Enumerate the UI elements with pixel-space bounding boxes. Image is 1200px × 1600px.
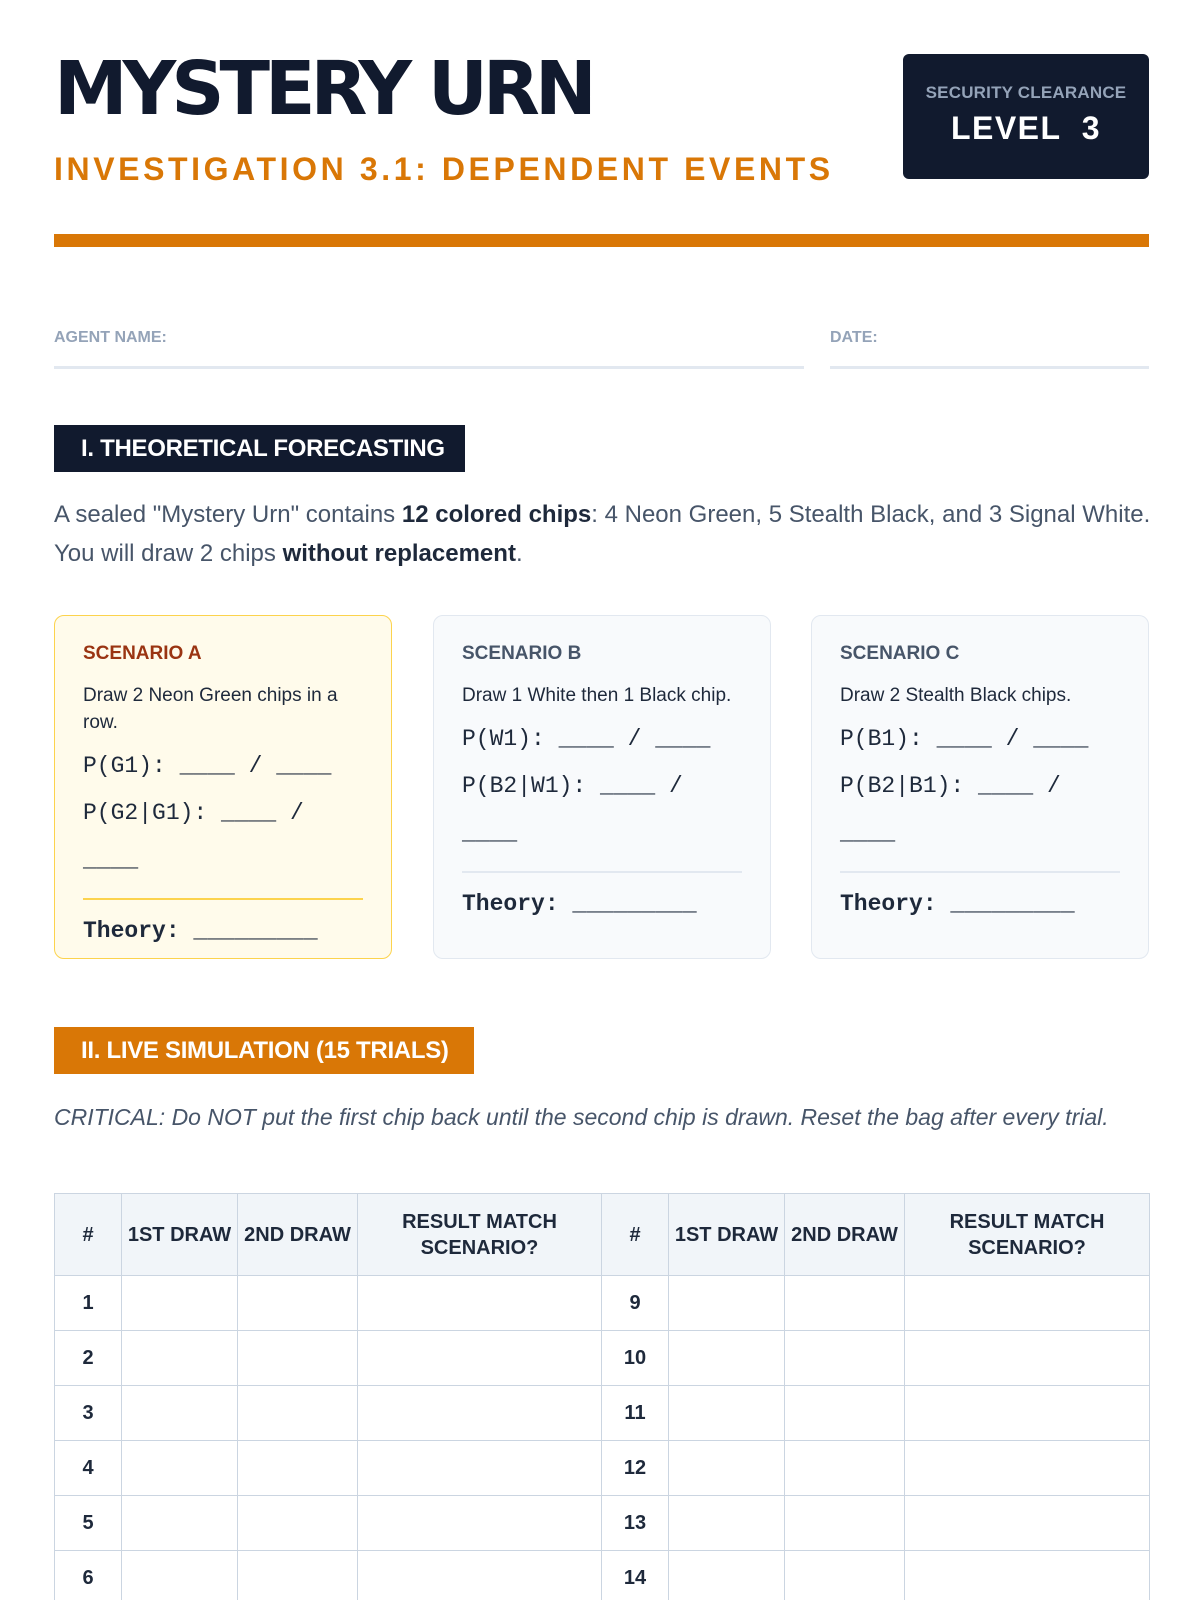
probability-second-draw[interactable]: P(B2|W1): ____ / ____	[462, 773, 683, 846]
column-header-number: #	[602, 1194, 669, 1276]
trial-number: 10	[602, 1331, 669, 1386]
table-row	[55, 1551, 1150, 1600]
card-divider	[462, 871, 742, 873]
first-draw-cell[interactable]	[669, 1441, 785, 1496]
scenario-description: Draw 1 White then 1 Black chip.	[462, 685, 732, 706]
intro-emphasis-chips: 12 colored chips	[401, 501, 592, 528]
second-draw-cell[interactable]	[238, 1441, 358, 1496]
trial-number: 4	[55, 1441, 122, 1496]
result-match-cell[interactable]	[905, 1331, 1150, 1386]
result-match-cell[interactable]	[358, 1331, 602, 1386]
section-heading-theoretical: I. THEORETICAL FORECASTING	[54, 425, 465, 472]
second-draw-cell[interactable]	[238, 1551, 358, 1600]
column-header-second-draw: 2ND DRAW	[238, 1194, 358, 1276]
second-draw-cell[interactable]	[785, 1276, 905, 1331]
trial-number: 6	[55, 1551, 122, 1600]
result-match-cell[interactable]	[905, 1386, 1150, 1441]
trial-number: 11	[602, 1386, 669, 1441]
header-divider	[54, 234, 1149, 247]
theory-answer[interactable]: Theory: _________	[840, 890, 1075, 917]
column-header-result-match: RESULT MATCH SCENARIO?	[358, 1194, 602, 1276]
second-draw-cell[interactable]	[785, 1386, 905, 1441]
scenario-title: SCENARIO A	[83, 643, 202, 664]
critical-instruction: CRITICAL: Do NOT put the first chip back until the second chip is drawn. Reset the bag after every trial.	[54, 1104, 1109, 1130]
table-row	[55, 1331, 1150, 1386]
first-draw-cell[interactable]	[669, 1331, 785, 1386]
result-match-cell[interactable]	[905, 1441, 1150, 1496]
first-draw-cell[interactable]	[669, 1276, 785, 1331]
first-draw-cell[interactable]	[122, 1386, 238, 1441]
trials-table	[54, 1193, 1150, 1600]
badge-label: SECURITY CLEARANCE	[925, 83, 1127, 102]
probability-first-draw[interactable]: P(W1): ____ / ____	[462, 726, 711, 752]
column-header-number: #	[55, 1194, 122, 1276]
scenario-title: SCENARIO C	[840, 643, 960, 664]
column-header-second-draw: 2ND DRAW	[785, 1194, 905, 1276]
trial-number: 1	[55, 1276, 122, 1331]
date-label: DATE:	[830, 329, 878, 346]
probability-second-draw[interactable]: P(B2|B1): ____ / ____	[840, 773, 1061, 846]
table-row	[55, 1441, 1150, 1496]
intro-text: A sealed "Mystery Urn" contains	[54, 501, 402, 528]
first-draw-cell[interactable]	[122, 1441, 238, 1496]
table-row	[55, 1276, 1150, 1331]
column-header-first-draw: 1ST DRAW	[122, 1194, 238, 1276]
trial-number: 2	[55, 1331, 122, 1386]
scenario-title: SCENARIO B	[462, 643, 582, 664]
first-draw-cell[interactable]	[669, 1386, 785, 1441]
result-match-cell[interactable]	[905, 1551, 1150, 1600]
intro-text: : 4 Neon Green, 5 Stealth Black, and 3 Signal White. You will draw 2 chips	[54, 501, 1151, 567]
probability-first-draw[interactable]: P(G1): ____ / ____	[83, 753, 332, 779]
result-match-cell[interactable]	[358, 1276, 602, 1331]
theory-answer[interactable]: Theory: _________	[83, 917, 318, 944]
result-match-cell[interactable]	[358, 1386, 602, 1441]
agent-name-label: AGENT NAME:	[54, 329, 167, 346]
first-draw-cell[interactable]	[122, 1496, 238, 1551]
table-row	[55, 1496, 1150, 1551]
card-divider	[83, 898, 363, 900]
second-draw-cell[interactable]	[238, 1276, 358, 1331]
second-draw-cell[interactable]	[785, 1551, 905, 1600]
column-header-result-match: RESULT MATCH SCENARIO?	[905, 1194, 1150, 1276]
security-clearance-badge	[903, 54, 1149, 179]
result-match-cell[interactable]	[358, 1441, 602, 1496]
first-draw-cell[interactable]	[122, 1276, 238, 1331]
trial-number: 13	[602, 1496, 669, 1551]
result-match-cell[interactable]	[905, 1496, 1150, 1551]
first-draw-cell[interactable]	[669, 1551, 785, 1600]
section-heading-simulation: II. LIVE SIMULATION (15 TRIALS)	[54, 1027, 474, 1074]
scenario-card-b	[433, 615, 771, 959]
date-field[interactable]	[830, 366, 1149, 369]
first-draw-cell[interactable]	[669, 1496, 785, 1551]
first-draw-cell[interactable]	[122, 1331, 238, 1386]
column-header-first-draw: 1ST DRAW	[669, 1194, 785, 1276]
second-draw-cell[interactable]	[238, 1386, 358, 1441]
result-match-cell[interactable]	[905, 1276, 1150, 1331]
result-match-cell[interactable]	[358, 1551, 602, 1600]
second-draw-cell[interactable]	[238, 1331, 358, 1386]
badge-level: LEVEL 3	[950, 110, 1102, 146]
first-draw-cell[interactable]	[122, 1551, 238, 1600]
second-draw-cell[interactable]	[238, 1496, 358, 1551]
agent-name-field[interactable]	[54, 366, 804, 369]
scenario-description: Draw 2 Neon Green chips in a row.	[83, 685, 338, 733]
trial-number: 14	[602, 1551, 669, 1600]
scenario-card-c	[811, 615, 1149, 959]
probability-first-draw[interactable]: P(B1): ____ / ____	[840, 726, 1089, 752]
scenario-card-a	[54, 615, 392, 959]
trial-number: 5	[55, 1496, 122, 1551]
theory-answer[interactable]: Theory: _________	[462, 890, 697, 917]
second-draw-cell[interactable]	[785, 1441, 905, 1496]
second-draw-cell[interactable]	[785, 1496, 905, 1551]
card-divider	[840, 871, 1120, 873]
trial-number: 9	[602, 1276, 669, 1331]
trial-number: 12	[602, 1441, 669, 1496]
second-draw-cell[interactable]	[785, 1331, 905, 1386]
table-header-row	[55, 1194, 1150, 1276]
page-title: MYSTERY URN	[54, 46, 592, 132]
trial-number: 3	[55, 1386, 122, 1441]
table-row	[55, 1386, 1150, 1441]
intro-emphasis-replacement: without replacement	[282, 540, 516, 567]
intro-text: .	[515, 540, 523, 567]
page-subtitle: INVESTIGATION 3.1: DEPENDENT EVENTS	[54, 151, 834, 187]
result-match-cell[interactable]	[358, 1496, 602, 1551]
probability-second-draw[interactable]: P(G2|G1): ____ / ____	[83, 800, 304, 873]
scenario-description: Draw 2 Stealth Black chips.	[840, 685, 1072, 706]
intro-paragraph	[54, 495, 1154, 573]
